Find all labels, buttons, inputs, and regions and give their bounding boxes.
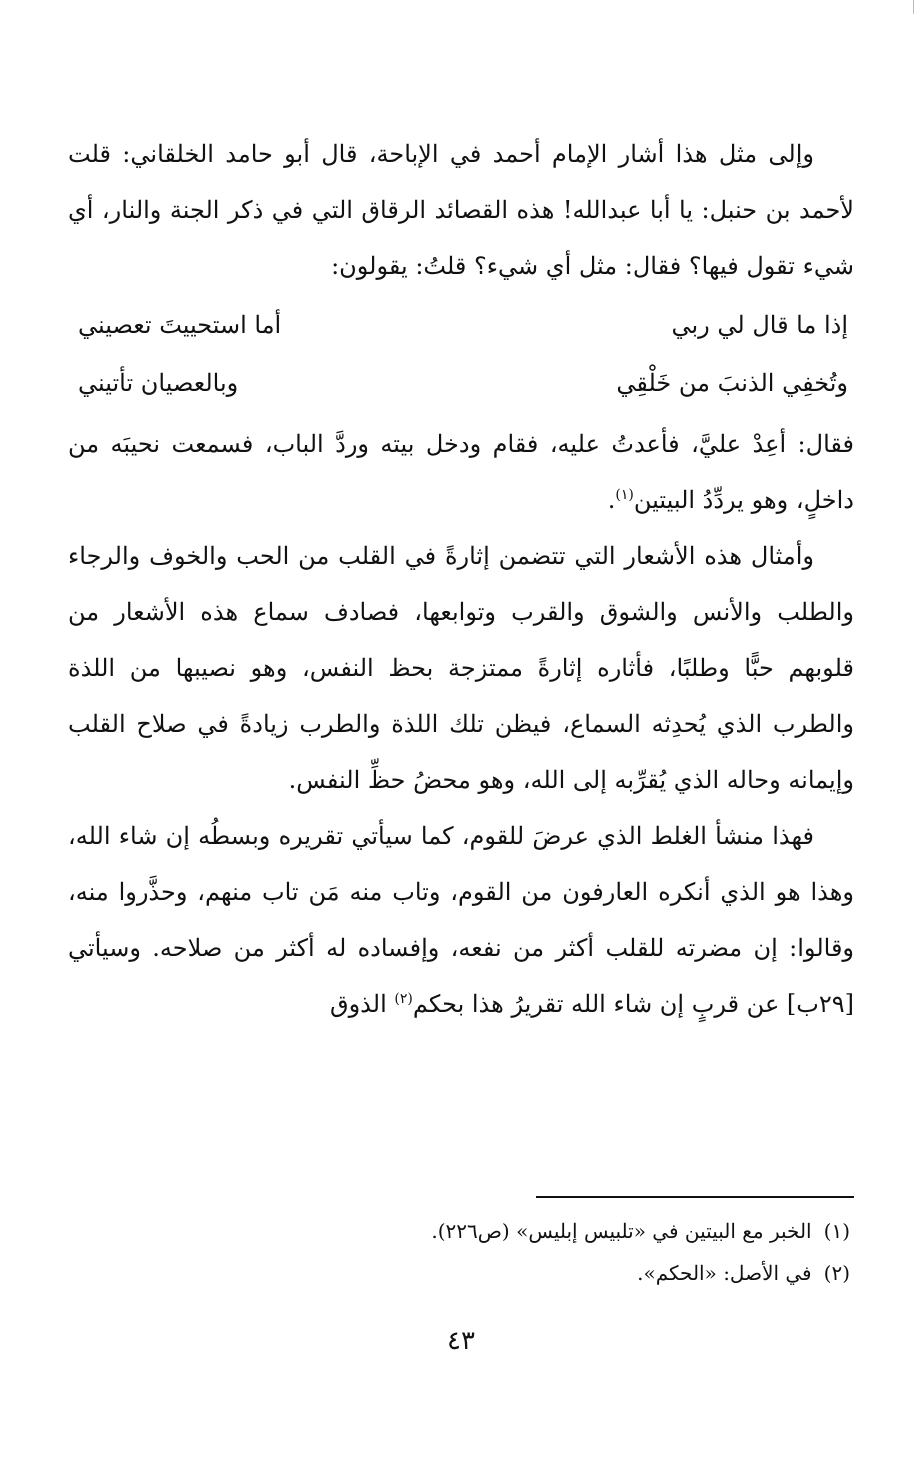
paragraph-2-end: . bbox=[607, 486, 616, 514]
footnote-ref-2[interactable]: (٢) bbox=[394, 991, 413, 1007]
poem-verse-2 bbox=[68, 354, 854, 412]
scan-corner-mark bbox=[913, 0, 920, 14]
footnote-ref-1[interactable]: (١) bbox=[615, 487, 634, 503]
verse-1-first-hemistich: إذا ما قال لي ربي bbox=[671, 311, 848, 339]
footnote-2-text: في الأصل: «الحكم». bbox=[637, 1261, 812, 1285]
paragraph-2 bbox=[68, 416, 854, 528]
paragraph-4-end: الذوق bbox=[329, 990, 395, 1018]
paragraph-1: وإلى مثل هذا أشار الإمام أحمد في الإباحة، قال أبو حامد الخلقاني: قلت لأحمد بن حنبل: يا أبا عبدالله! هذه القصائد الرقاق التي في ذكر الجنة والنار، أي شيء تقول فيها؟ فقال: مثل أي شيء؟ قلتُ: يقولون: bbox=[68, 140, 854, 280]
footnote-2-number: (٢) bbox=[823, 1261, 850, 1285]
footnote-separator bbox=[536, 1196, 854, 1198]
page-body bbox=[68, 126, 854, 1032]
verse-2-second-hemistich: وبالعصيان تأتيني bbox=[78, 369, 239, 397]
paragraph-3: وأمثال هذه الأشعار التي تتضمن إثارةً في القلب من الحب والخوف والرجاء والطلب والأنس والشوق والقرب وتوابعها، فصادف سماع هذه الأشعار من قلوبهم حبًّا وطلبًا، فأثاره إثارةً ممتزجة بحظ النفس، وهو نصيبها من اللذة والطرب الذي يُحدِثه السماع، فيظن تلك اللذة والطرب زيادةً في صلاح القلب وإيمانه وحاله الذي يُقرِّبه إلى الله، وهو محضُ حظِّ النفس. bbox=[68, 542, 854, 794]
footnote-1 bbox=[68, 1210, 854, 1252]
footnote-1-text: الخبر مع البيتين في «تلبيس إبليس» (ص٢٢٦). bbox=[431, 1219, 812, 1243]
paragraph-4 bbox=[68, 808, 854, 1032]
paragraph-2-text: فقال: أعِدْ عليَّ، فأعدتُ عليه، فقام ودخل بيته وردَّ الباب، فسمعت نحيبَه من داخلٍ، وهو يردِّدُ البيتين bbox=[68, 430, 854, 514]
page-number: ٤٣ bbox=[447, 1326, 475, 1356]
verse-2-first-hemistich: وتُخفِي الذنبَ من خَلْقِي bbox=[616, 369, 848, 397]
poem-verse-1 bbox=[68, 296, 854, 354]
paragraph-4-text: فهذا منشأ الغلط الذي عرضَ للقوم، كما سيأتي تقريره وبسطُه إن شاء الله، وهذا هو الذي أنكره العارفون من القوم، وتاب منه مَن تاب منهم، وحذَّروا منه، وقالوا: إن مضرته للقلب أكثر من نفعه، وإفساده له أكثر من صلاحه. وسيأتي [٢٩ب] عن قربٍ إن شاء الله تقريرُ هذا بحكم bbox=[68, 822, 854, 1018]
poem bbox=[68, 296, 854, 412]
footnotes bbox=[68, 1210, 854, 1294]
footnote-2 bbox=[68, 1252, 854, 1294]
footnote-1-number: (١) bbox=[823, 1219, 850, 1243]
verse-1-second-hemistich: أما استحييتَ تعصيني bbox=[78, 311, 282, 339]
